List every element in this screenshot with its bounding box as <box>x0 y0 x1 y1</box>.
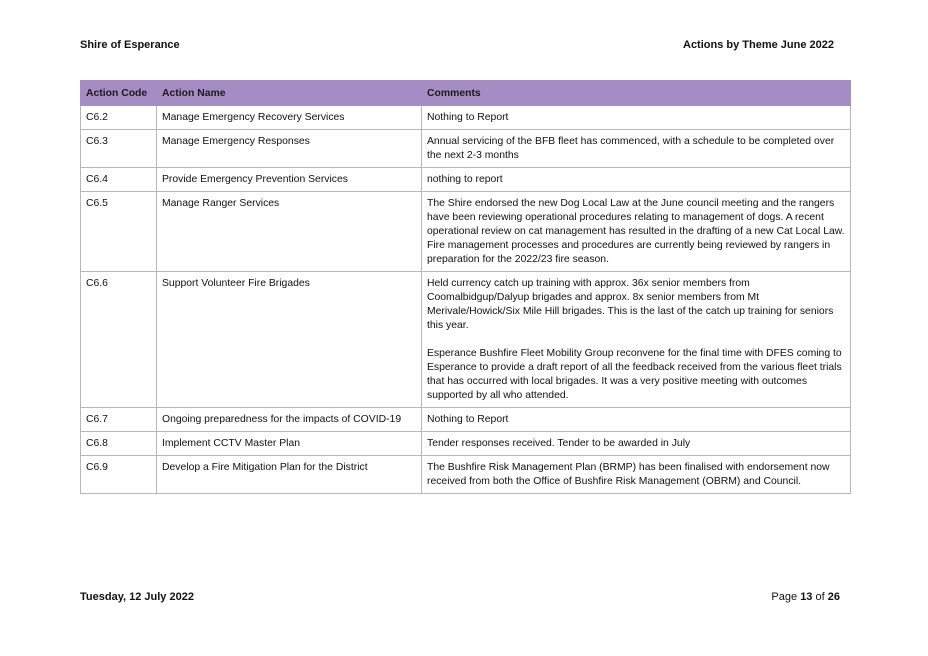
table-row <box>81 408 851 432</box>
table-body <box>81 106 851 494</box>
table-row <box>81 272 851 408</box>
comment-paragraph: The Shire endorsed the new Dog Local Law at the June council meeting and the rangers have been reviewing operational procedures relating to management of dogs. A recent operational review on cat management has resulted in the drafting of a new Cat Local Law. Fire management processes and procedures are currently being reviewed by rangers in preparation for the 2022/23 fire season. <box>427 198 845 265</box>
action-name-cell: Support Volunteer Fire Brigades <box>157 272 422 408</box>
action-code-cell: C6.7 <box>81 408 157 432</box>
comments-cell <box>422 408 851 432</box>
organisation-name: Shire of Esperance <box>80 39 180 51</box>
comment-paragraph: Tender responses received. Tender to be awarded in July <box>427 438 691 449</box>
comments-cell <box>422 456 851 494</box>
table-row <box>81 106 851 130</box>
action-name-cell: Ongoing preparedness for the impacts of COVID-19 <box>157 408 422 432</box>
table-row <box>81 456 851 494</box>
comment-paragraph: Annual servicing of the BFB fleet has commenced, with a schedule to be completed over the next 2-3 months <box>427 136 835 161</box>
comment-paragraph: Nothing to Report <box>427 112 509 123</box>
table-header-row <box>81 81 851 106</box>
comments-cell <box>422 130 851 168</box>
action-name-cell: Manage Emergency Responses <box>157 130 422 168</box>
comment-paragraph: Nothing to Report <box>427 414 509 425</box>
page-of: of <box>815 591 825 603</box>
action-name-cell: Develop a Fire Mitigation Plan for the District <box>157 456 422 494</box>
comments-cell <box>422 432 851 456</box>
action-code-cell: C6.2 <box>81 106 157 130</box>
page-prefix: Page <box>771 591 798 603</box>
action-code-cell: C6.6 <box>81 272 157 408</box>
action-name-cell: Manage Ranger Services <box>157 192 422 272</box>
comment-paragraph: nothing to report <box>427 174 503 185</box>
action-code-cell: C6.8 <box>81 432 157 456</box>
comments-cell <box>422 168 851 192</box>
table-row <box>81 192 851 272</box>
table-row <box>81 168 851 192</box>
table-row <box>81 432 851 456</box>
page-current: 13 <box>800 591 813 603</box>
action-code-cell: C6.9 <box>81 456 157 494</box>
column-header-action-name: Action Name <box>157 81 422 106</box>
action-code-cell: C6.4 <box>81 168 157 192</box>
actions-table <box>80 80 851 494</box>
comments-cell <box>422 106 851 130</box>
action-name-cell: Manage Emergency Recovery Services <box>157 106 422 130</box>
column-header-action-code: Action Code <box>81 81 157 106</box>
column-header-comments: Comments <box>422 81 851 106</box>
action-code-cell: C6.5 <box>81 192 157 272</box>
comment-paragraph: Held currency catch up training with approx. 36x senior members from Coomalbidgup/Dalyup brigades and approx. 8x senior members from Mt Merivale/Howick/Six Mile Hill brigades. This is the last of the catch up training for seniors this year. <box>427 278 834 331</box>
comment-paragraph: Esperance Bushfire Fleet Mobility Group reconvene for the final time with DFES coming to Esperance to provide a draft report of all the feedback received from the various fleet trials that has occurred with local brigades. It was a very positive meeting with outcomes supported by all who attended. <box>427 348 842 401</box>
report-date: Tuesday, 12 July 2022 <box>80 591 194 603</box>
report-title: Actions by Theme June 2022 <box>683 39 834 51</box>
comments-cell <box>422 272 851 408</box>
page-total: 26 <box>827 591 840 603</box>
comments-cell <box>422 192 851 272</box>
action-name-cell: Provide Emergency Prevention Services <box>157 168 422 192</box>
action-name-cell: Implement CCTV Master Plan <box>157 432 422 456</box>
page-number <box>771 591 840 603</box>
comment-paragraph: The Bushfire Risk Management Plan (BRMP) has been finalised with endorsement now received from both the Office of Bushfire Risk Management (OBRM) and Council. <box>427 462 830 487</box>
table-row <box>81 130 851 168</box>
action-code-cell: C6.3 <box>81 130 157 168</box>
